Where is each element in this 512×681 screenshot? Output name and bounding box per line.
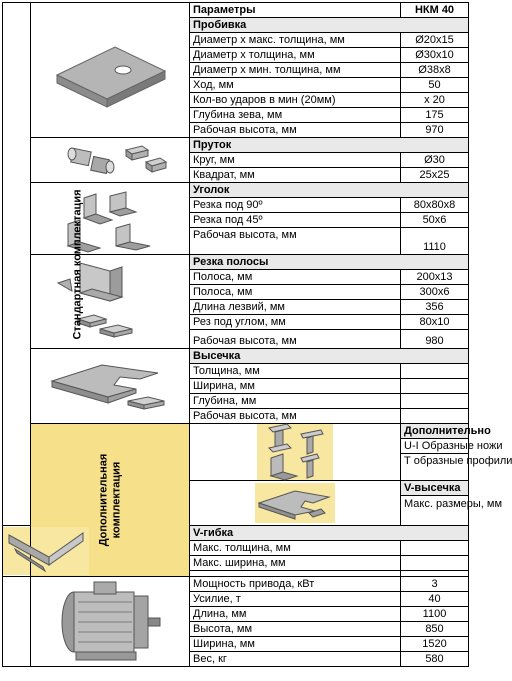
section-title-strip: Резка полосы bbox=[190, 255, 469, 270]
section-title-vbend: V-гибка bbox=[190, 526, 469, 541]
row-label: Диаметр х макс. толщина, мм bbox=[190, 33, 401, 48]
row-value: Ø30x10 bbox=[401, 48, 469, 63]
row-label: Рабочая высота, мм bbox=[190, 409, 401, 424]
row-label: Квадрат, мм bbox=[190, 168, 401, 183]
notched-plate-icon bbox=[48, 351, 172, 421]
row-label: Вес, кг bbox=[190, 652, 401, 667]
row-label: Длина лезвий, мм bbox=[190, 300, 401, 315]
bar-image bbox=[31, 138, 190, 183]
header-model: НКМ 40 bbox=[401, 3, 469, 18]
row-value: 980 bbox=[401, 330, 469, 349]
row-value: Ø38x8 bbox=[401, 63, 469, 78]
section-title-bar: Пруток bbox=[190, 138, 469, 153]
row-value bbox=[401, 409, 469, 424]
row-label: Длина, мм bbox=[190, 607, 401, 622]
row-label: Ширина, мм bbox=[190, 637, 401, 652]
row-label: Ширина, мм bbox=[190, 379, 401, 394]
row-value bbox=[401, 379, 469, 394]
row-value: 175 bbox=[401, 108, 469, 123]
row-label: Глубина, мм bbox=[190, 394, 401, 409]
row-value: 80x10 bbox=[401, 315, 469, 330]
row-label: Макс. ширина, мм bbox=[190, 556, 401, 571]
row-value: 356 bbox=[401, 300, 469, 315]
row-value: 40 bbox=[401, 592, 469, 607]
angle-image bbox=[31, 183, 190, 255]
row-label: Макс. размеры, мм bbox=[401, 496, 469, 526]
section-title-notching: Высечка bbox=[190, 349, 469, 364]
strip-image bbox=[31, 255, 190, 349]
row-value: 300x6 bbox=[401, 285, 469, 300]
punched-plate-icon bbox=[51, 27, 169, 113]
row-value: 3 bbox=[401, 577, 469, 592]
row-value bbox=[401, 364, 469, 379]
section-title-angle: Уголок bbox=[190, 183, 469, 198]
side-label-standard bbox=[3, 3, 84, 526]
side-standard-text: Стандартная комплектация bbox=[71, 188, 84, 340]
strip-cut-icon bbox=[50, 257, 170, 347]
punching-image bbox=[31, 3, 190, 138]
spec-table bbox=[2, 2, 512, 667]
angle-profile-icon bbox=[50, 184, 170, 254]
v-notch-plate-icon bbox=[255, 483, 335, 523]
vbend-image bbox=[3, 526, 31, 577]
row-label: Рез под углом, мм bbox=[190, 315, 401, 330]
row-value: 50x6 bbox=[401, 213, 469, 228]
row-value bbox=[401, 541, 469, 556]
motor-image bbox=[31, 577, 190, 667]
v-bend-plate-icon bbox=[3, 527, 89, 575]
row-label: U-I Образные ножи bbox=[401, 439, 469, 454]
row-label: Рабочая высота, мм bbox=[190, 123, 401, 138]
row-label: Т образные профили bbox=[401, 454, 469, 481]
row-label: Резка под 45º bbox=[190, 213, 401, 228]
row-value: 1110 bbox=[401, 228, 469, 255]
row-value bbox=[401, 394, 469, 409]
row-label: Усилие, т bbox=[190, 592, 401, 607]
row-label: Резка под 90º bbox=[190, 198, 401, 213]
row-label: Круг, мм bbox=[190, 153, 401, 168]
row-value: 970 bbox=[401, 123, 469, 138]
row-label: Глубина зева, мм bbox=[190, 108, 401, 123]
row-label: Кол-во ударов в мин (20мм) bbox=[190, 93, 401, 108]
row-label: Высота, мм bbox=[190, 622, 401, 637]
row-value: 1100 bbox=[401, 607, 469, 622]
row-label: Мощность привода, кВт bbox=[190, 577, 401, 592]
side-blank bbox=[3, 577, 31, 667]
side-additional-line-1: Дополнительная bbox=[96, 453, 109, 547]
section-title-extra: Дополнительно bbox=[401, 424, 469, 439]
row-label: Рабочая высота, мм bbox=[190, 330, 401, 349]
row-label: Ход, мм bbox=[190, 78, 401, 93]
notching-image bbox=[31, 349, 190, 424]
row-value: 50 bbox=[401, 78, 469, 93]
row-value: x 20 bbox=[401, 93, 469, 108]
header-param: Параметры bbox=[190, 3, 401, 18]
side-additional-text bbox=[97, 454, 123, 547]
row-label: Полоса, мм bbox=[190, 285, 401, 300]
section-title-vnotch: V-высечка bbox=[401, 481, 469, 496]
row-label: Полоса, мм bbox=[190, 270, 401, 285]
row-value: 850 bbox=[401, 622, 469, 637]
side-additional-line-2: комплектация bbox=[109, 461, 122, 539]
round-square-bar-icon bbox=[50, 140, 170, 180]
row-label: Диаметр х мин. толщина, мм bbox=[190, 63, 401, 78]
row-value: Ø30 bbox=[401, 153, 469, 168]
ui-knives-icon bbox=[257, 424, 333, 480]
row-label: Толщина, мм bbox=[190, 364, 401, 379]
extra-image bbox=[190, 424, 401, 481]
row-label: Рабочая высота, мм bbox=[190, 228, 401, 255]
row-value: 580 bbox=[401, 652, 469, 667]
row-label: Диаметр х толщина, мм bbox=[190, 48, 401, 63]
section-title-punching: Пробивка bbox=[190, 18, 469, 33]
row-value: 1520 bbox=[401, 637, 469, 652]
row-value bbox=[401, 556, 469, 571]
row-label: Макс. толщина, мм bbox=[190, 541, 401, 556]
electric-motor-icon bbox=[54, 580, 166, 664]
row-value: 80x80x8 bbox=[401, 198, 469, 213]
vnotch-image bbox=[190, 481, 401, 526]
header-row bbox=[3, 3, 469, 18]
row-value: Ø20x15 bbox=[401, 33, 469, 48]
row-value: 25x25 bbox=[401, 168, 469, 183]
row-value: 200x13 bbox=[401, 270, 469, 285]
